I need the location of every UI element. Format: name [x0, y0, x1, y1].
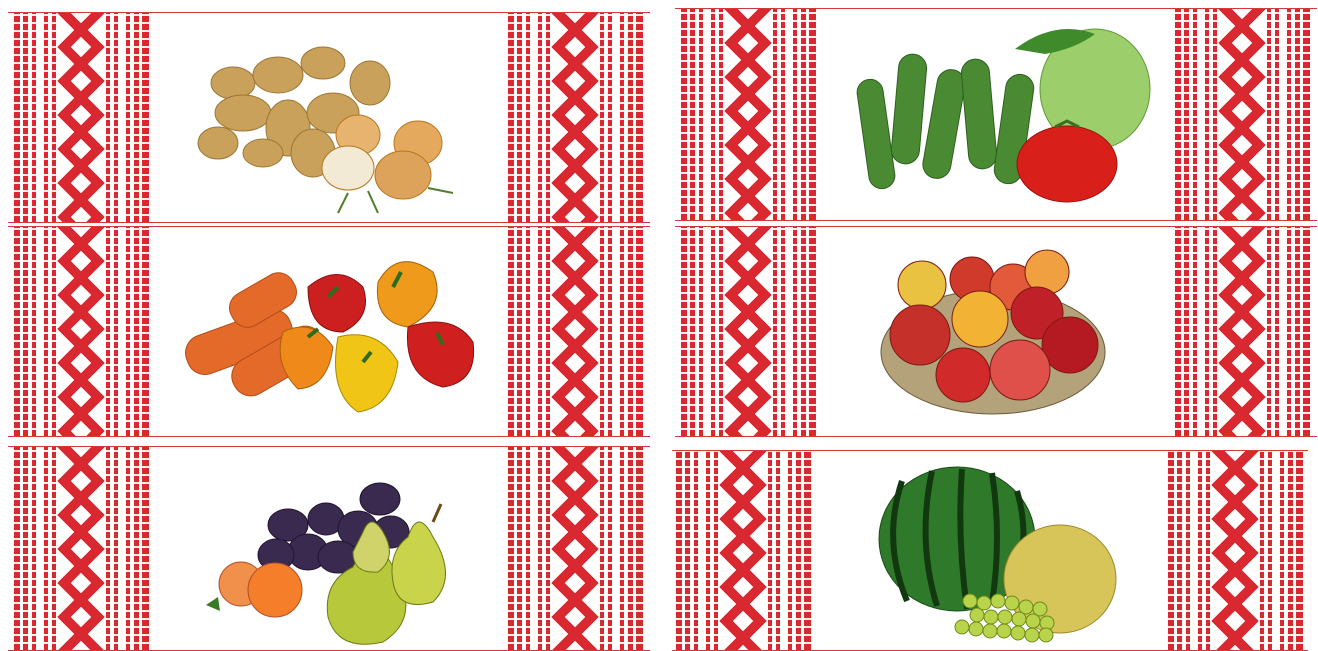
card-watermelon-melon-grapes — [672, 450, 1308, 651]
plums-pears-peaches-image — [8, 447, 650, 651]
potatoes-onions-image — [8, 13, 650, 223]
apples-bowl-image — [675, 227, 1317, 437]
card-carrots-peppers — [8, 226, 650, 437]
card-plums-pears-peaches — [8, 446, 650, 651]
card-apples-bowl — [675, 226, 1317, 437]
carrots-peppers-image — [8, 227, 650, 437]
watermelon-melon-grapes-image — [672, 451, 1308, 651]
card-cucumbers-cabbage-tomato — [675, 8, 1317, 221]
card-potatoes-onions — [8, 12, 650, 223]
cucumbers-cabbage-tomato-image — [675, 9, 1317, 221]
